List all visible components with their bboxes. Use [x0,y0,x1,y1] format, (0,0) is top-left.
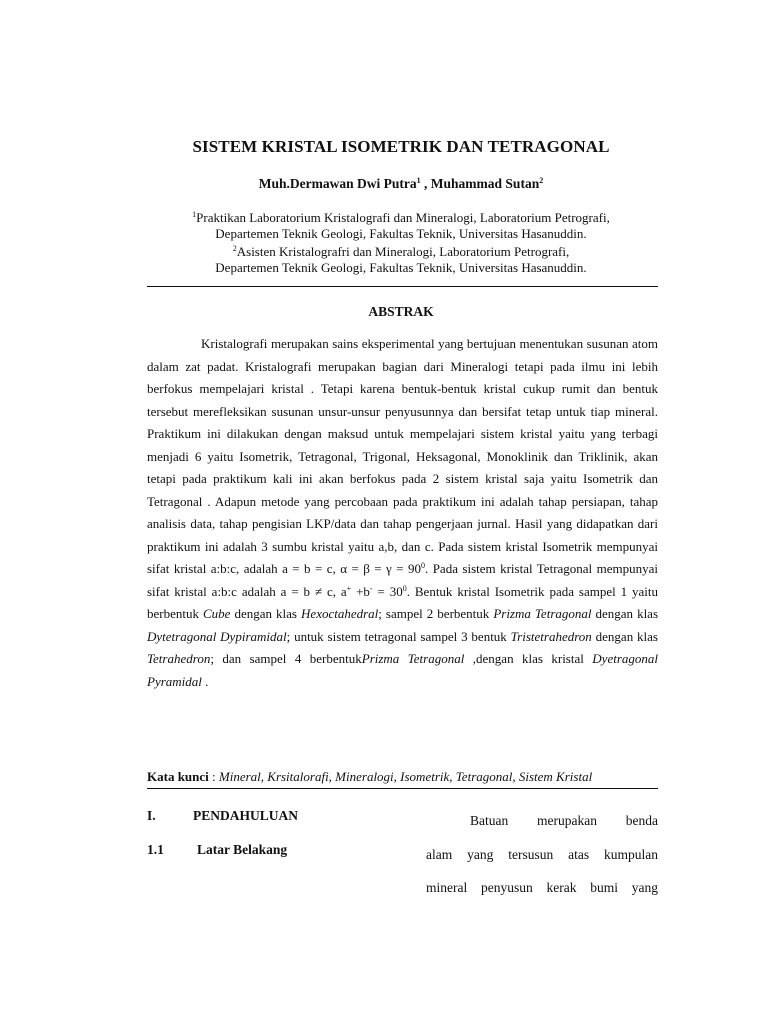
affiliation-2-line2: Departemen Teknik Geologi, Fakultas Teknik, Universitas Hasanuddin. [215,259,587,275]
section-number: I. [147,808,156,823]
intro-line: Batuan merupakan benda [470,813,658,828]
intro-line: alam yang tersusun atas kumpulan [426,846,658,862]
affiliation-1-line2: Departemen Teknik Geologi, Fakultas Teknik, Universitas Hasanuddin. [215,225,587,241]
author-line [0,176,768,192]
author-name: Muh.Dermawan Dwi Putra [258,176,417,191]
subsection-number: 1.1 [147,842,164,857]
top-divider [147,286,658,287]
subsection-title: Latar Belakang [197,842,288,857]
keywords-line: Kata kunci : Mineral, Krsitalorafi, Mineralogi, Isometrik, Tetragonal, Sistem Kristal [147,769,593,784]
keywords-list: Mineral, Krsitalorafi, Mineralogi, Isometrik, Tetragonal, Sistem Kristal [218,769,593,784]
intro-line: mineral penyusun kerak bumi yang [426,880,658,895]
author-name: Muhammad Sutan [430,176,540,191]
intro-right-column [426,804,658,905]
keywords-label: Kata kunci [147,769,209,784]
paper-title: SISTEM KRISTAL ISOMETRIK DAN TETRAGONAL [192,137,610,156]
author-sup: 1 [416,176,421,185]
keywords-divider [147,788,658,789]
affiliation-2-line1: $^2$Asisten Kristalografri dan Mineralogi, Laboratorium Petrografi, [232,244,570,259]
affiliations [0,207,768,275]
affiliation-1-line1: $^1$Praktikan Laboratorium Kristalografi dan Mineralogi, Laboratorium Petrografi, [192,210,610,225]
abstract-heading: ABSTRAK [368,304,434,319]
author-sup: 2 [539,176,544,185]
author-separator: , [420,176,431,191]
abstract-paragraph: Kristalografi merupakan sains eksperimental yang bertujuan menentukan susunan atom dalam zat padat. Kristalografi merupakan bagian dari Mineralogi tetapi pada ilmu ini lebih berfokus mempelajari kristal . Tetapi karena bentuk-bentuk kristal cukup rumit dan bentuk tersebut merefleksikan susunan unsur-unsur penyusunnya dan bersifat tetap untuk tiap mineral. Praktikum ini dilakukan dengan maksud untuk mempelajari sistem kristal yaitu yang terbagi menjadi 6 yaitu Isometrik, Tetragonal, Trigonal, Heksagonal, Monoklinik dan Triklinik, akan tetapi pada praktikum kali ini akan berfokus pada 2 sistem kristal saja yaitu Isometrik dan Tetragonal . Adapun metode yang percobaan pada praktikum ini adalah tahap persiapan, tahap analisis data, tahap pengisian LKP/data dan tahap pengerjaan jurnal. Hasil yang didapatkan dari praktikum ini adalah 3 sumbu kristal yaitu a,b, dan c. Pada sistem kristal Isometrik mempunyai sifat kristal a:b:c, adalah a = b = c, $\alpha = \beta = \gamma = 90^0$. Pada sistem kristal Tetragonal mempunyai sifat kristal a:b:c adalah a = b ≠ c, $a^+ +b^- = 30^0$. Bentuk kristal Isometrik pada sampel 1 yaitu berbentuk Cube dengan klas Hexoctahedral; sampel 2 berbentuk Prizma Tetragonal dengan klas Dytetragonal Dypiramidal; untuk sistem tetragonal sampel 3 bentuk Tristetrahedron dengan klas Tetrahedron; dan sampel 4 berbentukPrizma Tetragonal ,dengan klas kristal Dyetragonal Pyramidal . [147,336,659,689]
section-title: PENDAHULUAN [193,808,299,823]
